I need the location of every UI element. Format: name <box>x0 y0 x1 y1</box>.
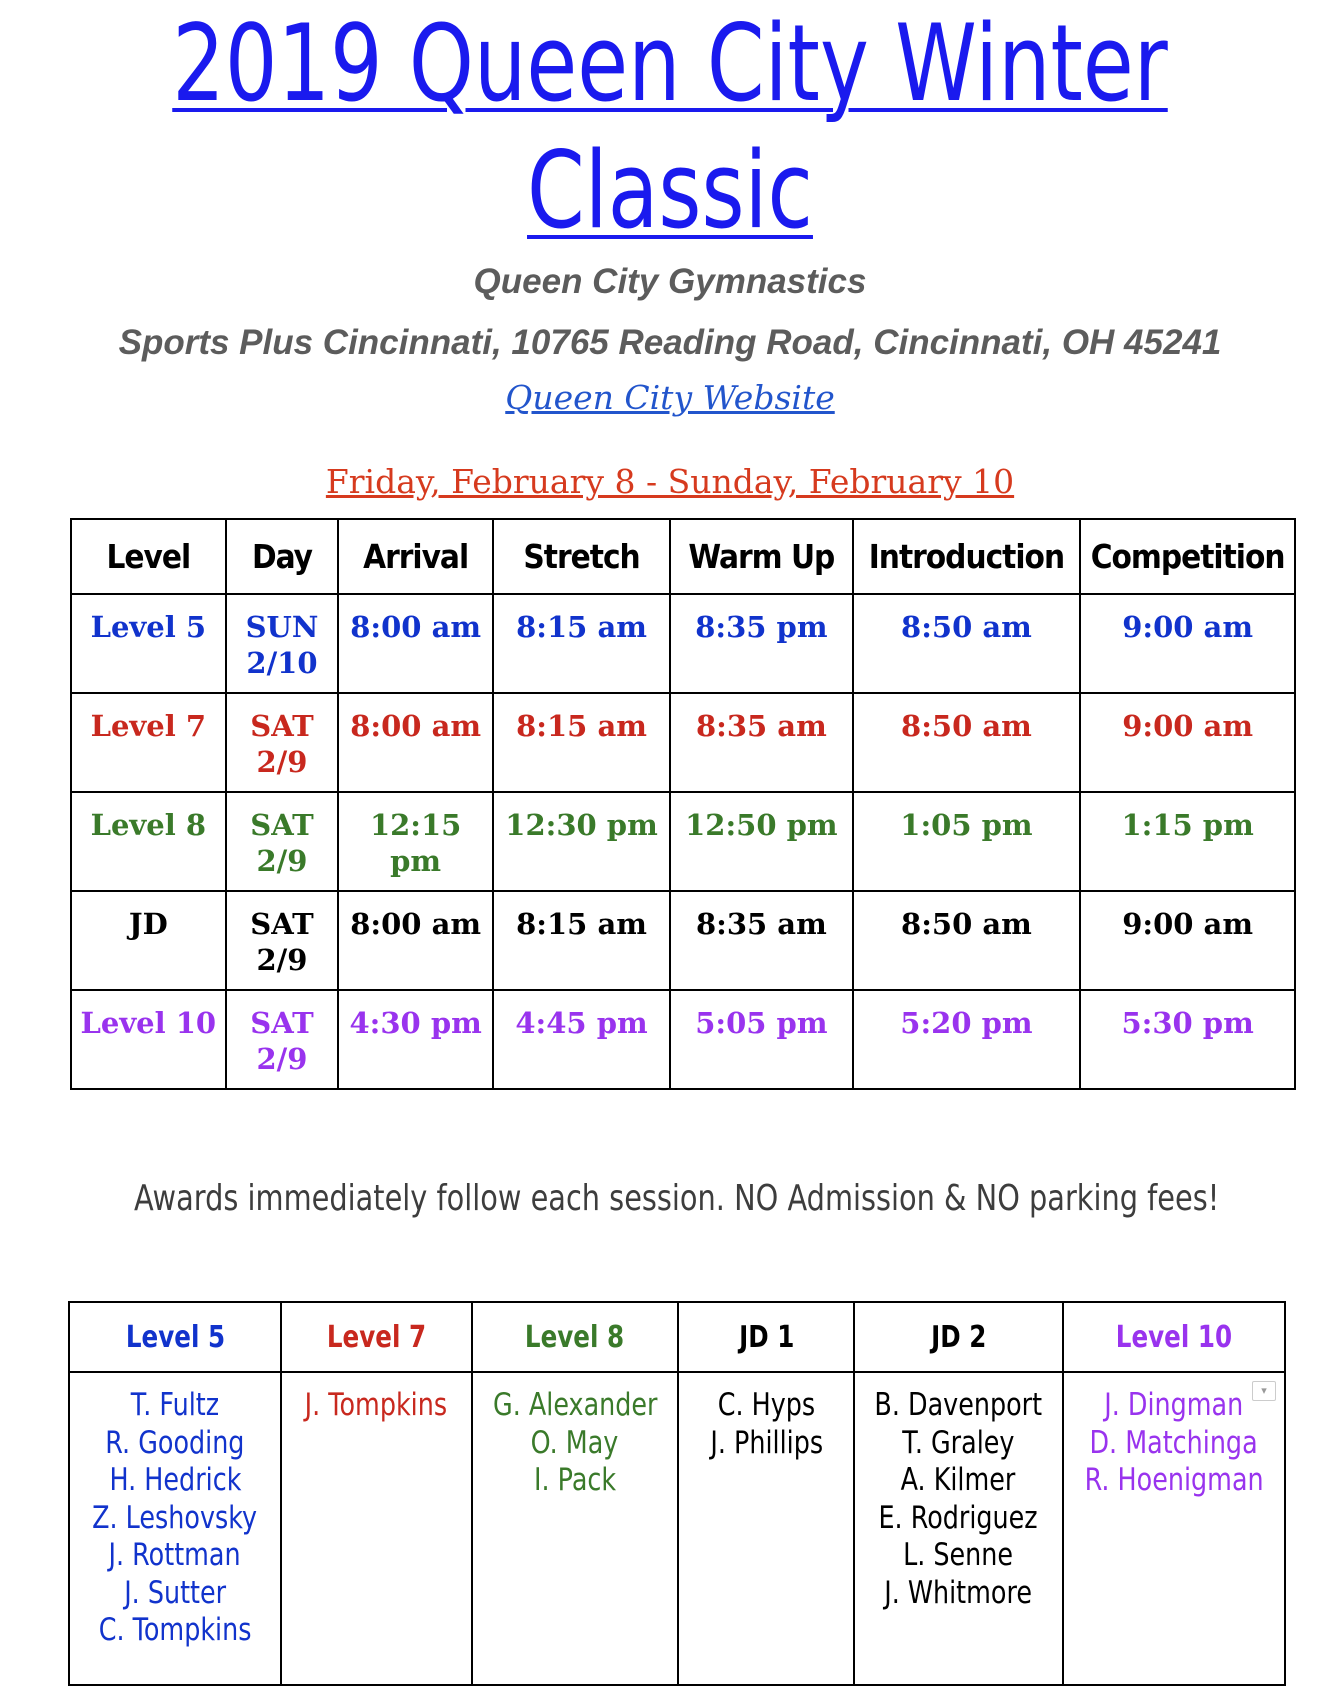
roster-header: Level 8 <box>472 1302 679 1372</box>
schedule-cell: 8:35 pm <box>670 594 853 693</box>
roster-table <box>68 1301 1286 1686</box>
athlete-name: R. Gooding <box>105 1424 245 1461</box>
roster-body-row <box>69 1372 1285 1685</box>
awards-note: Awards immediately follow each session. NO Admission & NO parking fees! <box>134 1178 1220 1219</box>
title-line-2: Classic <box>527 129 813 252</box>
athlete-name: Z. Leshovsky <box>92 1499 258 1536</box>
athlete-name: J. Dingman <box>1104 1387 1244 1423</box>
schedule-row <box>71 891 1295 990</box>
schedule-cell: 9:00 am <box>1080 693 1295 792</box>
schedule-cell: 4:45 pm <box>493 990 670 1089</box>
schedule-cell: Level 8 <box>71 792 226 891</box>
athlete-name: J. Phillips <box>709 1424 823 1461</box>
schedule-cell: 9:00 am <box>1080 891 1295 990</box>
roster-cell <box>678 1372 854 1685</box>
schedule-row <box>71 792 1295 891</box>
schedule-row <box>71 693 1295 792</box>
title-line-1: 2019 Queen City Winter <box>172 2 1168 125</box>
athlete-name: D. Matchinga <box>1089 1424 1258 1461</box>
schedule-cell: SAT 2/9 <box>226 990 339 1089</box>
schedule-cell: 8:15 am <box>493 594 670 693</box>
schedule-cell: JD <box>71 891 226 990</box>
schedule-cell: 12:50 pm <box>670 792 853 891</box>
roster-header: Level 5 <box>69 1302 281 1372</box>
roster-cell <box>1063 1372 1285 1685</box>
schedule-cell: Level 5 <box>71 594 226 693</box>
athlete-name: A. Kilmer <box>901 1462 1016 1498</box>
schedule-row <box>71 594 1295 693</box>
schedule-header: Arrival <box>338 519 493 594</box>
schedule-cell: 5:20 pm <box>853 990 1081 1089</box>
athlete-name: B. Davenport <box>874 1387 1043 1423</box>
athlete-name: J. Tompkins <box>305 1387 448 1423</box>
roster-header: Level 7 <box>281 1302 472 1372</box>
page-title <box>147 0 1192 254</box>
roster-cell <box>69 1372 281 1685</box>
schedule-header: Level <box>71 519 226 594</box>
date-range-text: Friday, February 8 - Sunday, February 10 <box>325 462 1015 501</box>
host-name: Queen City Gymnastics <box>473 262 867 301</box>
schedule-header: Day <box>226 519 339 594</box>
schedule-row <box>71 990 1295 1089</box>
athlete-name: J. Whitmore <box>884 1574 1033 1611</box>
venue-address: Sports Plus Cincinnati, 10765 Reading Road, Cincinnati, OH 45241 <box>118 323 1222 362</box>
schedule-cell: Level 10 <box>71 990 226 1089</box>
website-link[interactable]: Queen City Website <box>505 378 835 417</box>
roster-header: Level 10 <box>1063 1302 1285 1372</box>
schedule-cell: 5:05 pm <box>670 990 853 1089</box>
roster-cell <box>854 1372 1062 1685</box>
schedule-body <box>71 594 1295 1089</box>
schedule-cell: 8:00 am <box>338 594 493 693</box>
schedule-header: Introduction <box>853 519 1081 594</box>
schedule-cell: 8:00 am <box>338 693 493 792</box>
schedule-cell: 8:35 am <box>670 693 853 792</box>
schedule-cell: 8:50 am <box>853 693 1081 792</box>
roster-cell <box>281 1372 472 1685</box>
athlete-name: E. Rodriguez <box>878 1499 1039 1536</box>
title-link[interactable] <box>147 0 1192 254</box>
athlete-name: H. Hedrick <box>109 1462 241 1498</box>
schedule-header: Stretch <box>493 519 670 594</box>
schedule-cell: 5:30 pm <box>1080 990 1295 1089</box>
schedule-cell: Level 7 <box>71 693 226 792</box>
schedule-cell: 4:30 pm <box>338 990 493 1089</box>
schedule-cell: 8:50 am <box>853 891 1081 990</box>
schedule-cell: SUN 2/10 <box>226 594 339 693</box>
athlete-name: L. Senne <box>903 1537 1014 1573</box>
athlete-name: O. May <box>531 1424 619 1461</box>
schedule-cell: 8:15 am <box>493 891 670 990</box>
schedule-cell: 8:35 am <box>670 891 853 990</box>
schedule-header-row <box>71 519 1295 594</box>
schedule-table <box>70 518 1296 1090</box>
athlete-name: J. Rottman <box>108 1537 242 1573</box>
athlete-name: G. Alexander <box>492 1387 658 1423</box>
athlete-name: J. Sutter <box>124 1574 226 1611</box>
roster-cell <box>472 1372 679 1685</box>
date-range <box>0 462 1340 501</box>
schedule-cell: 12:15 pm <box>338 792 493 891</box>
athlete-name: C. Tompkins <box>98 1612 252 1648</box>
athlete-name: R. Hoenigman <box>1084 1462 1264 1498</box>
schedule-cell: SAT 2/9 <box>226 693 339 792</box>
roster-header-row <box>69 1302 1285 1372</box>
schedule-cell: 8:00 am <box>338 891 493 990</box>
website-link-wrap <box>0 378 1340 417</box>
dropdown-toggle-icon[interactable]: ▾ <box>1252 1381 1276 1401</box>
schedule-cell: 8:50 am <box>853 594 1081 693</box>
schedule-cell: 12:30 pm <box>493 792 670 891</box>
athlete-name: I. Pack <box>533 1462 616 1498</box>
schedule-cell: 1:15 pm <box>1080 792 1295 891</box>
athlete-name: C. Hyps <box>717 1387 815 1423</box>
schedule-cell: 8:15 am <box>493 693 670 792</box>
roster-header: JD 1 <box>678 1302 854 1372</box>
schedule-cell: 9:00 am <box>1080 594 1295 693</box>
schedule-cell: SAT 2/9 <box>226 792 339 891</box>
schedule-header: Competition <box>1080 519 1295 594</box>
roster-header: JD 2 <box>854 1302 1062 1372</box>
schedule-header: Warm Up <box>670 519 853 594</box>
athlete-name: T. Graley <box>902 1424 1015 1461</box>
schedule-cell: 1:05 pm <box>853 792 1081 891</box>
schedule-cell: SAT 2/9 <box>226 891 339 990</box>
athlete-name: T. Fultz <box>130 1387 220 1423</box>
